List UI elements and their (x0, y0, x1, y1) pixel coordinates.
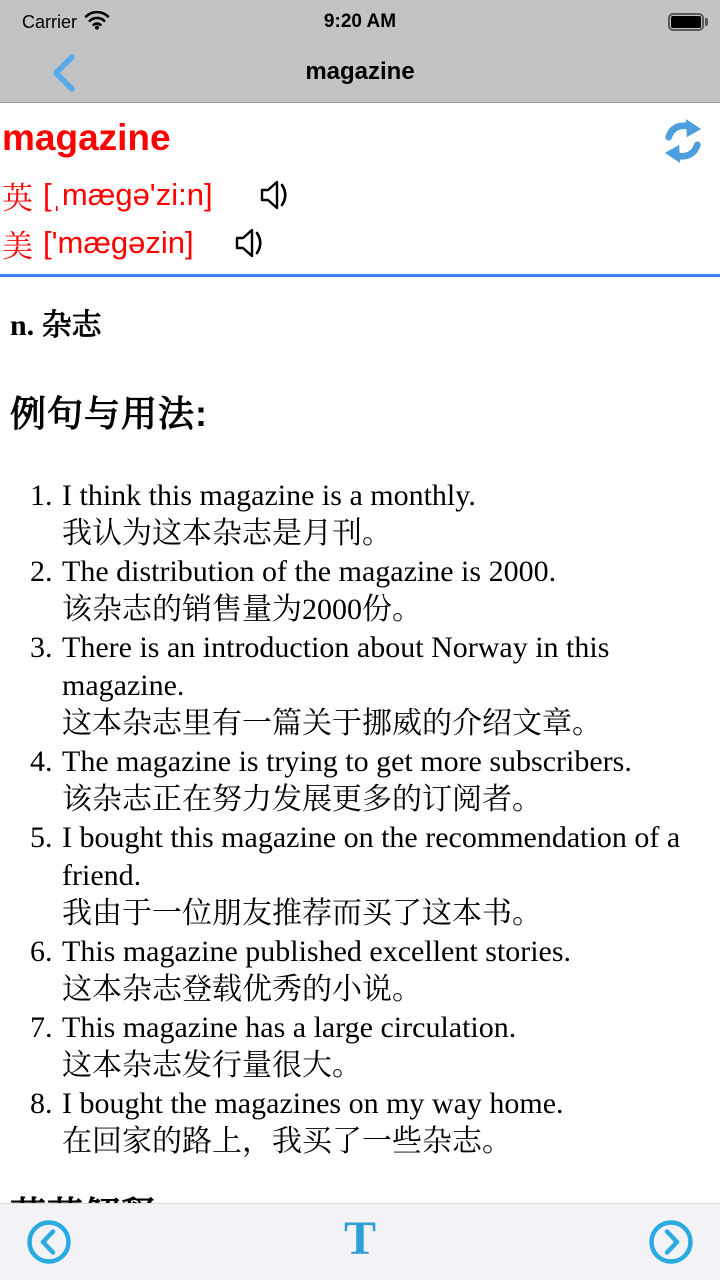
headword-row (2, 116, 704, 169)
example-chinese: 该杂志的销售量为2000份。 (62, 593, 422, 626)
example-body (62, 1009, 706, 1085)
example-chinese: 我认为这本杂志是月刊。 (62, 517, 392, 550)
example-body (62, 1085, 706, 1161)
example-body (62, 743, 706, 819)
example-item (30, 629, 706, 743)
example-item (30, 1009, 706, 1085)
example-chinese: 这本杂志发行量很大。 (62, 1049, 362, 1082)
status-bar (0, 0, 720, 44)
nav-bar (0, 44, 720, 102)
top-chrome (0, 0, 720, 103)
example-item (30, 819, 706, 933)
uk-phonetic: [ˌmægə'zi:n] (43, 177, 213, 212)
headword: magazine (2, 117, 171, 158)
example-item (30, 1085, 706, 1161)
dictionary-entry (0, 116, 720, 1216)
previous-word-button[interactable] (26, 1219, 72, 1265)
example-number: 1. (30, 479, 53, 512)
example-item (30, 933, 706, 1009)
example-item (30, 743, 706, 819)
bottom-toolbar (0, 1203, 720, 1280)
example-body (62, 553, 706, 629)
example-english: I bought this magazine on the recommendation of a friend. (62, 821, 681, 892)
text-size-button[interactable]: T (343, 1212, 376, 1265)
example-body (62, 933, 706, 1009)
part-of-speech: n. (10, 309, 35, 342)
back-button[interactable] (50, 53, 76, 93)
pronunciation-us (2, 221, 720, 265)
example-english: This magazine published excellent stories. (62, 935, 572, 968)
speaker-icon[interactable] (257, 177, 293, 213)
example-chinese: 该杂志正在努力发展更多的订阅者。 (62, 783, 542, 816)
example-english: This magazine has a large circulation. (62, 1011, 517, 1044)
example-number: 8. (30, 1087, 53, 1120)
blue-divider (0, 274, 720, 277)
examples-list (30, 477, 706, 1161)
example-number: 2. (30, 555, 53, 588)
example-chinese: 在回家的路上，我买了一些杂志。 (62, 1125, 512, 1158)
example-body (62, 819, 706, 933)
example-chinese: 我由于一位朋友推荐而买了这本书。 (62, 897, 542, 930)
example-item (30, 477, 706, 553)
us-phonetic: ['mægəzin] (43, 225, 194, 260)
example-number: 3. (30, 631, 53, 664)
example-body (62, 477, 706, 553)
example-english: The magazine is trying to get more subscribers. (62, 745, 632, 778)
pronunciation-uk (2, 173, 720, 217)
sync-arrows-icon[interactable] (662, 118, 704, 169)
definition-meaning: 杂志 (41, 309, 102, 342)
examples-heading: 例句与用法: (10, 393, 208, 434)
example-english: There is an introduction about Norway in this magazine. (62, 631, 610, 702)
page-title: magazine (305, 58, 415, 85)
example-number: 5. (30, 821, 53, 854)
definition-line (10, 300, 720, 344)
chevron-left-icon (50, 53, 76, 93)
us-region-label: 美 (2, 228, 33, 264)
battery-icon (668, 13, 708, 31)
example-item (30, 553, 706, 629)
example-english: I think this magazine is a monthly. (62, 479, 476, 512)
example-english: The distribution of the magazine is 2000. (62, 555, 557, 588)
carrier-label: Carrier (22, 11, 78, 32)
example-chinese: 这本杂志登载优秀的小说。 (62, 973, 422, 1006)
example-number: 7. (30, 1011, 53, 1044)
example-chinese: 这本杂志里有一篇关于挪威的介绍文章。 (62, 707, 602, 740)
uk-region-label: 英 (2, 180, 33, 216)
status-time: 9:20 AM (323, 11, 397, 32)
example-number: 6. (30, 935, 53, 968)
chevron-left-circle-icon (26, 1219, 72, 1265)
chevron-right-circle-icon (648, 1219, 694, 1265)
speaker-icon[interactable] (232, 225, 268, 261)
next-word-button[interactable] (648, 1219, 694, 1265)
example-body (62, 629, 706, 743)
example-number: 4. (30, 745, 53, 778)
example-english: I bought the magazines on my way home. (62, 1087, 564, 1120)
